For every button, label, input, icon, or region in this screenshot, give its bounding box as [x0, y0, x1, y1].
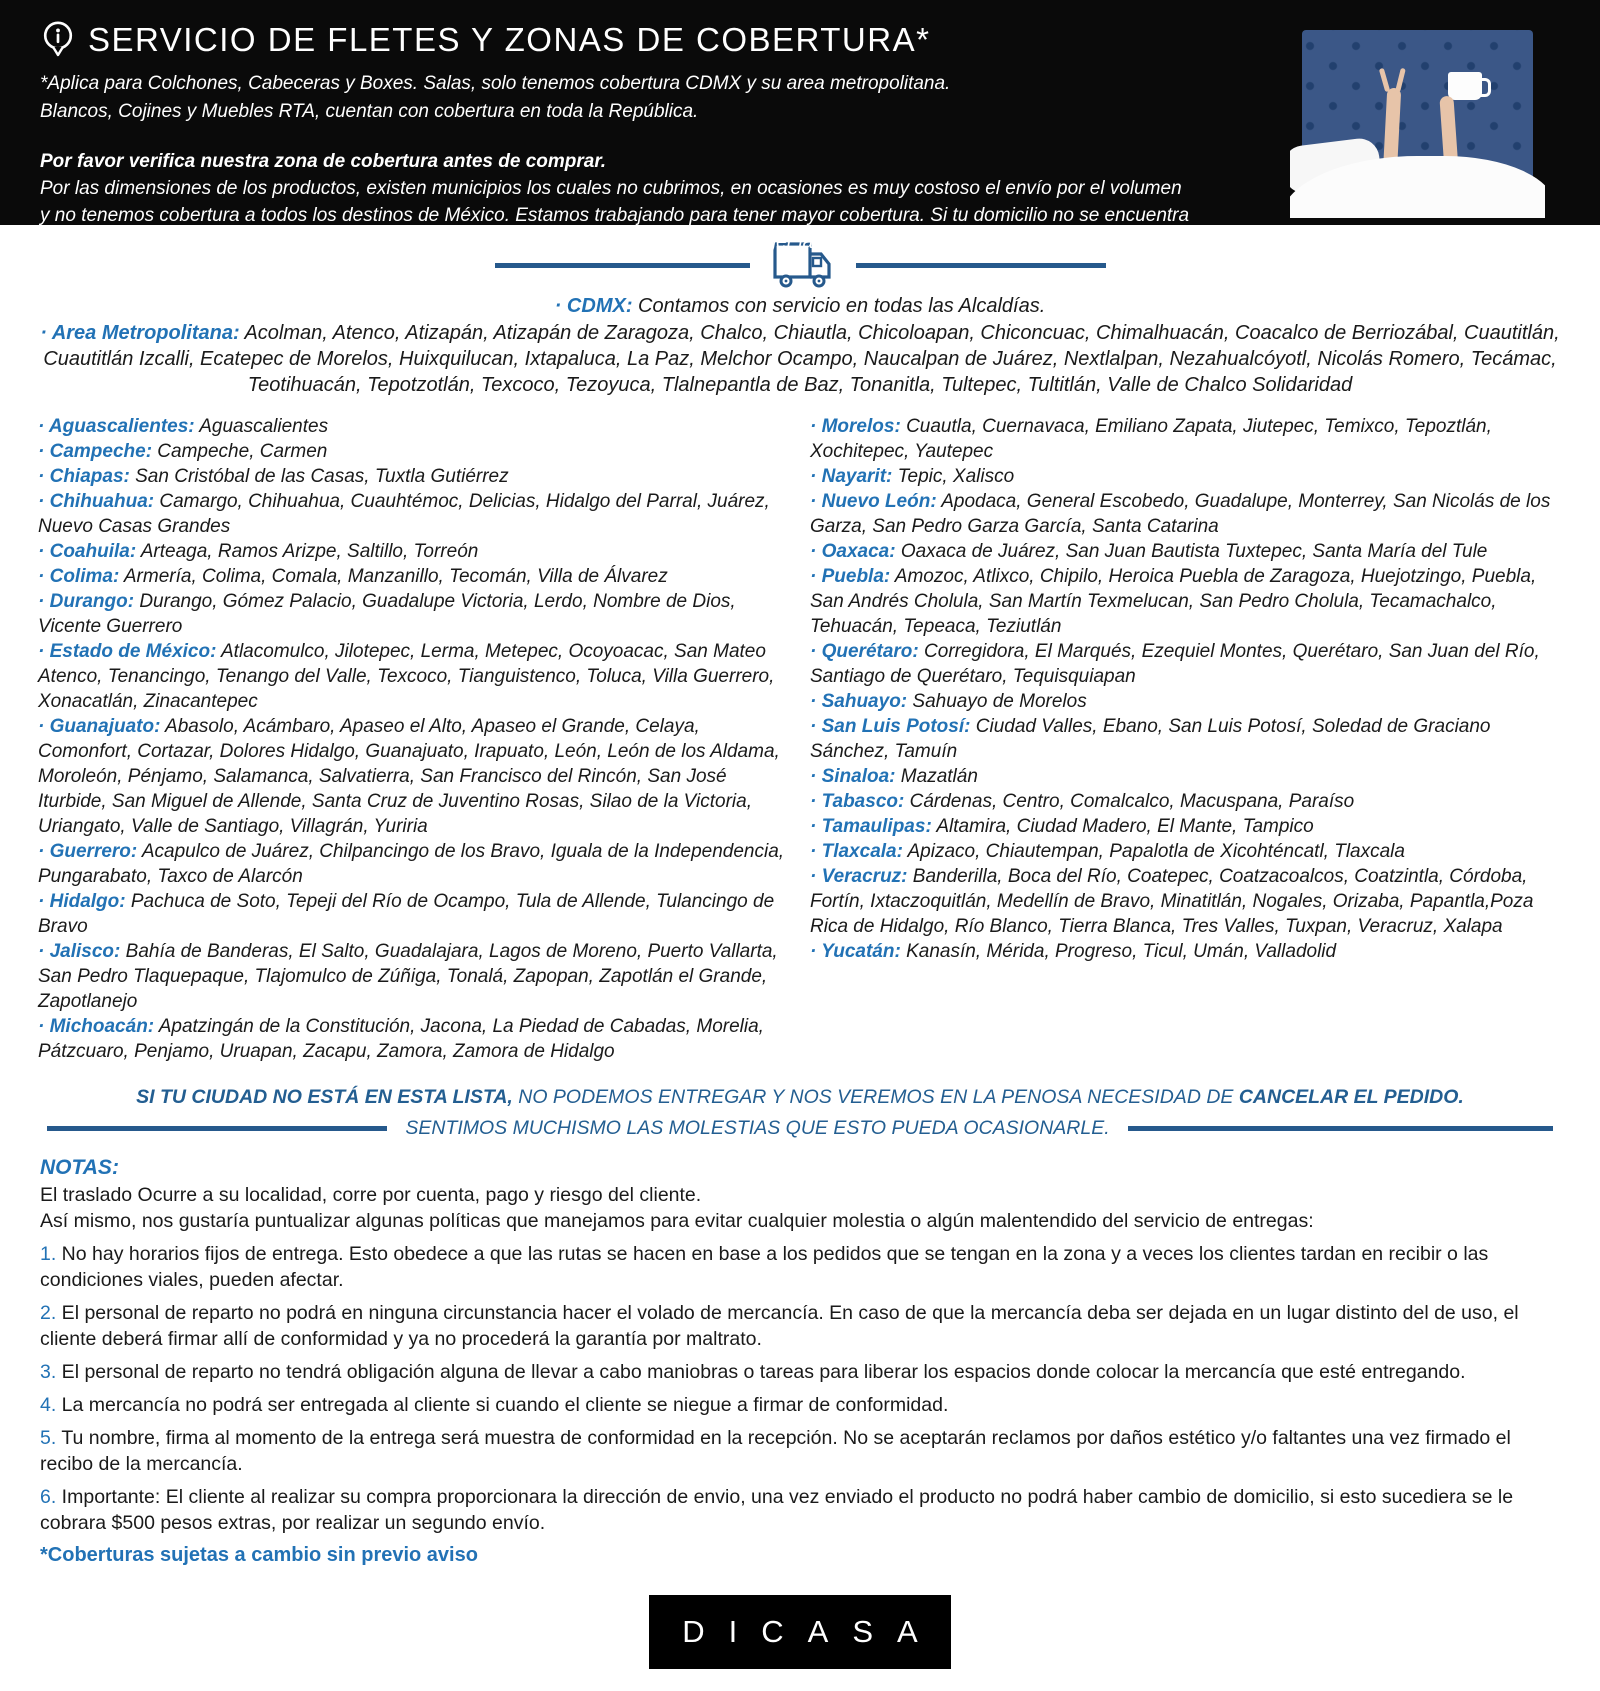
state-cities: Apizaco, Chiautempan, Papalotla de Xicohténcatl, Tlaxcala: [902, 841, 1405, 862]
notes-intro2: Así mismo, nos gustaría puntualizar algunas políticas que manejamos para evitar cualquier molestia o algún malentendido del servicio de entregas:: [40, 1210, 1314, 1232]
state-list-item: [810, 764, 1562, 789]
note-text: No hay horarios fijos de entrega. Esto obedece a que las rutas se hacen en base a los pedidos que se tengan en la zona y a veces los clientes tardan en recibir o las condiciones viales, pueden afectar.: [40, 1243, 1489, 1291]
bullet: ·: [38, 1016, 50, 1037]
header-banner: [0, 0, 1600, 253]
state-cities: Banderilla, Boca del Río, Coatepec, Coatzacoalcos, Coatzintla, Córdoba, Fortín, Ixtaczoquitlán, Medellín de Bravo, Minatitlán, Nogales, Orizaba, Papantla,Poza Rica de Hidalgo, Río Blanco, Tierra Blanca, Tres Valles, Tuxpan, Veracruz, Xalapa: [810, 866, 1534, 937]
states-column-right: [810, 414, 1562, 1064]
state-name: Oaxaca:: [821, 541, 896, 562]
state-list-item: [38, 564, 790, 589]
state-name: Campeche:: [49, 441, 153, 462]
bullet: ·: [810, 466, 822, 487]
state-name: Coahuila:: [49, 541, 137, 562]
bullet: ·: [810, 941, 822, 962]
page-title: SERVICIO DE FLETES Y ZONAS DE COBERTURA*: [88, 21, 931, 58]
state-list-item: [810, 814, 1562, 839]
state-list-left: [38, 414, 790, 1064]
state-name: Chihuahua:: [49, 491, 155, 512]
state-list-item: [38, 464, 790, 489]
bullet: ·: [810, 766, 822, 787]
state-name: Puebla:: [821, 566, 891, 587]
state-cities: Altamira, Ciudad Madero, El Mante, Tampico: [931, 816, 1314, 837]
state-name: Estado de México:: [49, 641, 217, 662]
note-item: [40, 1359, 1560, 1385]
bed-photo: [1290, 28, 1545, 218]
state-name: Sahuayo:: [821, 691, 908, 712]
state-list-item: [810, 539, 1562, 564]
divider-line: [856, 263, 1106, 268]
warning-rule: [1128, 1126, 1553, 1131]
header-subtitle-line2: Blancos, Cojines y Muebles RTA, cuentan con cobertura en toda la República.: [40, 101, 699, 122]
state-name: Tlaxcala:: [821, 841, 903, 862]
state-name: Colima:: [49, 566, 120, 587]
state-cities: Campeche, Carmen: [152, 441, 328, 462]
metro-coverage-paragraph: [35, 320, 1565, 398]
note-item: [40, 1484, 1560, 1536]
header-subtitle: [40, 70, 1190, 126]
info-pin-icon: [40, 20, 76, 60]
bullet: ·: [810, 716, 822, 737]
header-verify-paragraph: [40, 148, 1190, 256]
states-column-left: [38, 414, 790, 1064]
bullet: ·: [38, 566, 50, 587]
note-item: [40, 1392, 1560, 1418]
state-name: Jalisco:: [49, 941, 121, 962]
state-name: Yucatán:: [821, 941, 901, 962]
state-name: Michoacán:: [49, 1016, 155, 1037]
bullet: ·: [810, 566, 822, 587]
state-list-item: [810, 414, 1562, 464]
state-cities: Bahía de Banderas, El Salto, Guadalajara, Lagos de Moreno, Puerto Vallarta, San Pedro Tlaquepaque, Tlajomulco de Zúñiga, Tonalá, Zapopan, Zapotlán el Grande, Zapotlanejo: [38, 941, 778, 1012]
state-list-item: [810, 714, 1562, 764]
state-list-item: [810, 489, 1562, 539]
state-list-item: [810, 864, 1562, 939]
bullet: ·: [810, 841, 822, 862]
state-cities: Corregidora, El Marqués, Ezequiel Montes, Querétaro, San Juan del Río, Santiago de Querétaro, Tequisquiapan: [810, 641, 1540, 687]
note-number: 3.: [40, 1361, 57, 1383]
note-text: El personal de reparto no tendrá obligación alguna de llevar a cabo maniobras o tareas para liberar los espacios donde colocar la mercancía que esté entregando.: [56, 1361, 1466, 1383]
state-cities: Pachuca de Soto, Tepeji del Río de Ocampo, Tula de Allende, Tulancingo de Bravo: [38, 891, 775, 937]
state-list-item: [38, 939, 790, 1014]
note-item: [40, 1241, 1560, 1293]
warning-rule: [47, 1126, 387, 1131]
bullet: ·: [38, 941, 50, 962]
state-list-item: [810, 789, 1562, 814]
bullet: ·: [38, 441, 50, 462]
header-subtitle-line1: *Aplica para Colchones, Cabeceras y Boxes. Salas, solo tenemos cobertura CDMX y su area metropolitana.: [40, 73, 951, 94]
state-list-item: [810, 464, 1562, 489]
state-list-right: [810, 414, 1562, 964]
state-cities: Armería, Colima, Comala, Manzanillo, Tecomán, Villa de Álvarez: [119, 566, 668, 587]
state-list-item: [38, 889, 790, 939]
state-cities: Sahuayo de Morelos: [907, 691, 1087, 712]
bullet: ·: [38, 716, 50, 737]
state-name: Sinaloa:: [821, 766, 896, 787]
note-number: 1.: [40, 1243, 57, 1265]
state-cities: Ciudad Valles, Ebano, San Luis Potosí, Soledad de Graciano Sánchez, Tamuín: [810, 716, 1491, 762]
note-number: 5.: [40, 1427, 57, 1449]
note-number: 2.: [40, 1302, 57, 1324]
state-list-item: [38, 1014, 790, 1064]
state-cities: Tepic, Xalisco: [892, 466, 1015, 487]
warning-apology-text: SENTIMOS MUCHISMO LAS MOLESTIAS QUE ESTO PUEDA OCASIONARLE.: [405, 1117, 1110, 1139]
bullet: ·: [38, 891, 50, 912]
divider-line: [495, 263, 750, 268]
cdmx-label: · CDMX:: [554, 295, 633, 317]
bullet: ·: [810, 491, 822, 512]
state-list-item: [38, 589, 790, 639]
verify-bold-line: Por favor verifica nuestra zona de cobertura antes de comprar.: [40, 151, 606, 172]
warning-line2: [0, 1117, 1600, 1140]
state-name: Guanajuato:: [49, 716, 161, 737]
states-columns: [0, 414, 1600, 1064]
state-cities: Cárdenas, Centro, Comalcalco, Macuspana, Paraíso: [904, 791, 1355, 812]
bullet: ·: [38, 541, 50, 562]
state-list-item: [810, 564, 1562, 639]
state-name: Querétaro:: [821, 641, 919, 662]
state-cities: Acapulco de Juárez, Chilpancingo de los Bravo, Iguala de la Independencia, Pungarabato, Taxco de Alarcón: [38, 841, 785, 887]
bullet: ·: [810, 691, 822, 712]
state-list-item: [38, 414, 790, 439]
note-text: La mercancía no podrá ser entregada al cliente si cuando el cliente se niegue a firmar de conformidad.: [56, 1394, 949, 1416]
state-name: Guerrero:: [49, 841, 138, 862]
bullet: ·: [810, 641, 822, 662]
state-list-item: [38, 639, 790, 714]
warning-seg3: CANCELAR EL PEDIDO.: [1238, 1086, 1464, 1108]
note-item: [40, 1300, 1560, 1352]
state-list-item: [810, 639, 1562, 689]
bullet: ·: [38, 841, 50, 862]
bullet: ·: [810, 816, 822, 837]
state-name: Veracruz:: [821, 866, 908, 887]
note-text: El personal de reparto no podrá en ninguna circunstancia hacer el volado de mercancía. En caso de que la mercancía deba ser dejada en un lugar distinto del de uso, el cliente deberá firmar allí de conformidad y ya no procederá la garantía por maltrato.: [40, 1302, 1519, 1350]
state-cities: Camargo, Chihuahua, Cuauhtémoc, Delicias, Hidalgo del Parral, Juárez, Nuevo Casas Grandes: [38, 491, 770, 537]
note-text: Tu nombre, firma al momento de la entrega será muestra de conformidad en la recepción. No se aceptarán reclamos por daños estético y/o faltantes una vez firmado el recibo de la mercancía.: [40, 1427, 1511, 1475]
bullet: ·: [38, 641, 50, 662]
state-name: Durango:: [49, 591, 135, 612]
state-cities: Durango, Gómez Palacio, Guadalupe Victoria, Lerdo, Nombre de Dios, Vicente Guerrero: [38, 591, 736, 637]
bullet: ·: [38, 466, 50, 487]
state-cities: San Cristóbal de las Casas, Tuxtla Gutiérrez: [129, 466, 509, 487]
state-list-item: [810, 839, 1562, 864]
warning-seg1: SI TU CIUDAD NO ESTÁ EN ESTA LISTA,: [136, 1086, 513, 1108]
state-name: Aguascalientes:: [48, 416, 195, 437]
coffee-mug-graphic: [1448, 72, 1482, 100]
metro-label: · Area Metropolitana:: [40, 322, 240, 344]
state-list-item: [38, 539, 790, 564]
notes-title: NOTAS:: [40, 1156, 119, 1179]
state-name: Morelos:: [821, 416, 901, 437]
bullet: ·: [810, 791, 822, 812]
state-cities: Abasolo, Acámbaro, Apaseo el Alto, Apaseo el Grande, Celaya, Comonfort, Cortazar, Dolores Hidalgo, Guanajuato, Irapuato, León, León de los Aldama, Moroleón, Pénjamo, Salamanca, Salvatierra, San Francisco del Rincón, San José Iturbide, San Miguel de Allende, Santa Cruz de Juventino Rosas, Silao de la Victoria, Uriangato, Valle de Santiago, Villagrán, Yuriria: [38, 716, 780, 837]
coverage-disclaimer: *Coberturas sujetas a cambio sin previo aviso: [40, 1544, 478, 1566]
brand-logo-text: DICASA: [682, 1614, 942, 1649]
state-list-item: [810, 689, 1562, 714]
notes-list: [40, 1241, 1560, 1536]
note-number: 4.: [40, 1394, 57, 1416]
state-cities: Apatzingán de la Constitución, Jacona, La Piedad de Cabadas, Morelia, Pátzcuaro, Penjamo, Uruapan, Zacapu, Zamora, Zamora de Hidalgo: [38, 1016, 764, 1062]
bullet: ·: [38, 491, 50, 512]
cdmx-coverage-line: [0, 295, 1600, 318]
state-name: Tamaulipas:: [821, 816, 932, 837]
bullet: ·: [38, 591, 50, 612]
state-list-item: [38, 489, 790, 539]
state-name: Chiapas:: [49, 466, 130, 487]
warning-seg2: NO PODEMOS ENTREGAR Y NOS VEREMOS EN LA PENOSA NECESIDAD DE: [512, 1086, 1239, 1108]
state-name: San Luis Potosí:: [821, 716, 971, 737]
state-cities: Oaxaca de Juárez, San Juan Bautista Tuxtepec, Santa María del Tule: [895, 541, 1488, 562]
state-name: Nayarit:: [821, 466, 893, 487]
state-list-item: [810, 939, 1562, 964]
state-name: Hidalgo:: [49, 891, 126, 912]
state-list-item: [38, 439, 790, 464]
metro-text: Acolman, Atenco, Atizapán, Atizapán de Zaragoza, Chalco, Chiautla, Chicoloapan, Chiconcuac, Chimalhuacán, Coacalco de Berriozábal, Cuautitlán, Cuautitlán Izcalli, Ecatepec de Morelos, Huixquilucan, Ixtapaluca, La Paz, Melchor Ocampo, Naucalpan de Juárez, Nextlalpan, Nezahualcóyotl, Nicolás Romero, Tecámac, Teotihuacán, Tepotzotlán, Texcoco, Tezoyuca, Tlalnepantla de Baz, Tonanitla, Tultepec, Tultitlán, Valle de Chalco Solidaridad: [43, 322, 1560, 396]
note-text: Importante: El cliente al realizar su compra proporcionara la dirección de envio, una vez enviado el producto no podrá haber cambio de domicilio, si esto sucediera se le cobrara $500 pesos extras, por realizar un segundo envío.: [40, 1486, 1514, 1534]
state-name: Tabasco:: [821, 791, 905, 812]
note-item: [40, 1425, 1560, 1477]
state-list-item: [38, 839, 790, 889]
notes-intro1: El traslado Ocurre a su localidad, corre por cuenta, pago y riesgo del cliente.: [40, 1184, 702, 1206]
state-cities: Aguascalientes: [194, 416, 329, 437]
state-list-item: [38, 714, 790, 839]
note-number: 6.: [40, 1486, 57, 1508]
bullet: ·: [38, 416, 49, 437]
verify-body-text: Por las dimensiones de los productos, existen municipios los cuales no cubrimos, en ocasiones es muy costoso el envío por el volumen y no tenemos cobertura a todos los destinos de México. Estamos trabajando para tener mayor cobertura. Si tu domicilio no se encuentra en la lista, lo podemos llevar a la ciudad más cercana para que de ahí, tú puedas recoger la mercancía. Esto se llama servicio Ocurre.: [40, 178, 1190, 253]
brand-logo: [649, 1595, 951, 1669]
state-cities: Amozoc, Atlixco, Chipilo, Heroica Puebla de Zaragoza, Huejotzingo, Puebla, San Andrés Cholula, San Martín Texmelucan, San Pedro Cholula, Tecamachalco, Tehuacán, Tepeaca, Teziutlán: [810, 566, 1537, 637]
bullet: ·: [810, 866, 822, 887]
bullet: ·: [810, 416, 822, 437]
state-name: Nuevo León:: [821, 491, 937, 512]
state-cities: Atlacomulco, Jilotepec, Lerma, Metepec, Ocoyoacac, San Mateo Atenco, Tenancingo, Tenango del Valle, Texcoco, Tianguistenco, Toluca, Villa Guerrero, Xonacatlán, Zinacantepec: [38, 641, 775, 712]
state-cities: Mazatlán: [895, 766, 978, 787]
cdmx-text: Contamos con servicio en todas las Alcaldías.: [632, 295, 1046, 317]
cancellation-warning: [0, 1086, 1600, 1140]
state-cities: Apodaca, General Escobedo, Guadalupe, Monterrey, San Nicolás de los Garza, San Pedro Garza García, Santa Catarina: [810, 491, 1551, 537]
state-cities: Cuautla, Cuernavaca, Emiliano Zapata, Jiutepec, Temixco, Tepoztlán, Xochitepec, Yautepec: [810, 416, 1492, 462]
warning-line1: [0, 1086, 1600, 1109]
notes-section: [0, 1150, 1600, 1567]
state-cities: Kanasín, Mérida, Progreso, Ticul, Umán, Valladolid: [900, 941, 1337, 962]
state-cities: Arteaga, Ramos Arizpe, Saltillo, Torreón: [136, 541, 479, 562]
bullet: ·: [810, 541, 822, 562]
